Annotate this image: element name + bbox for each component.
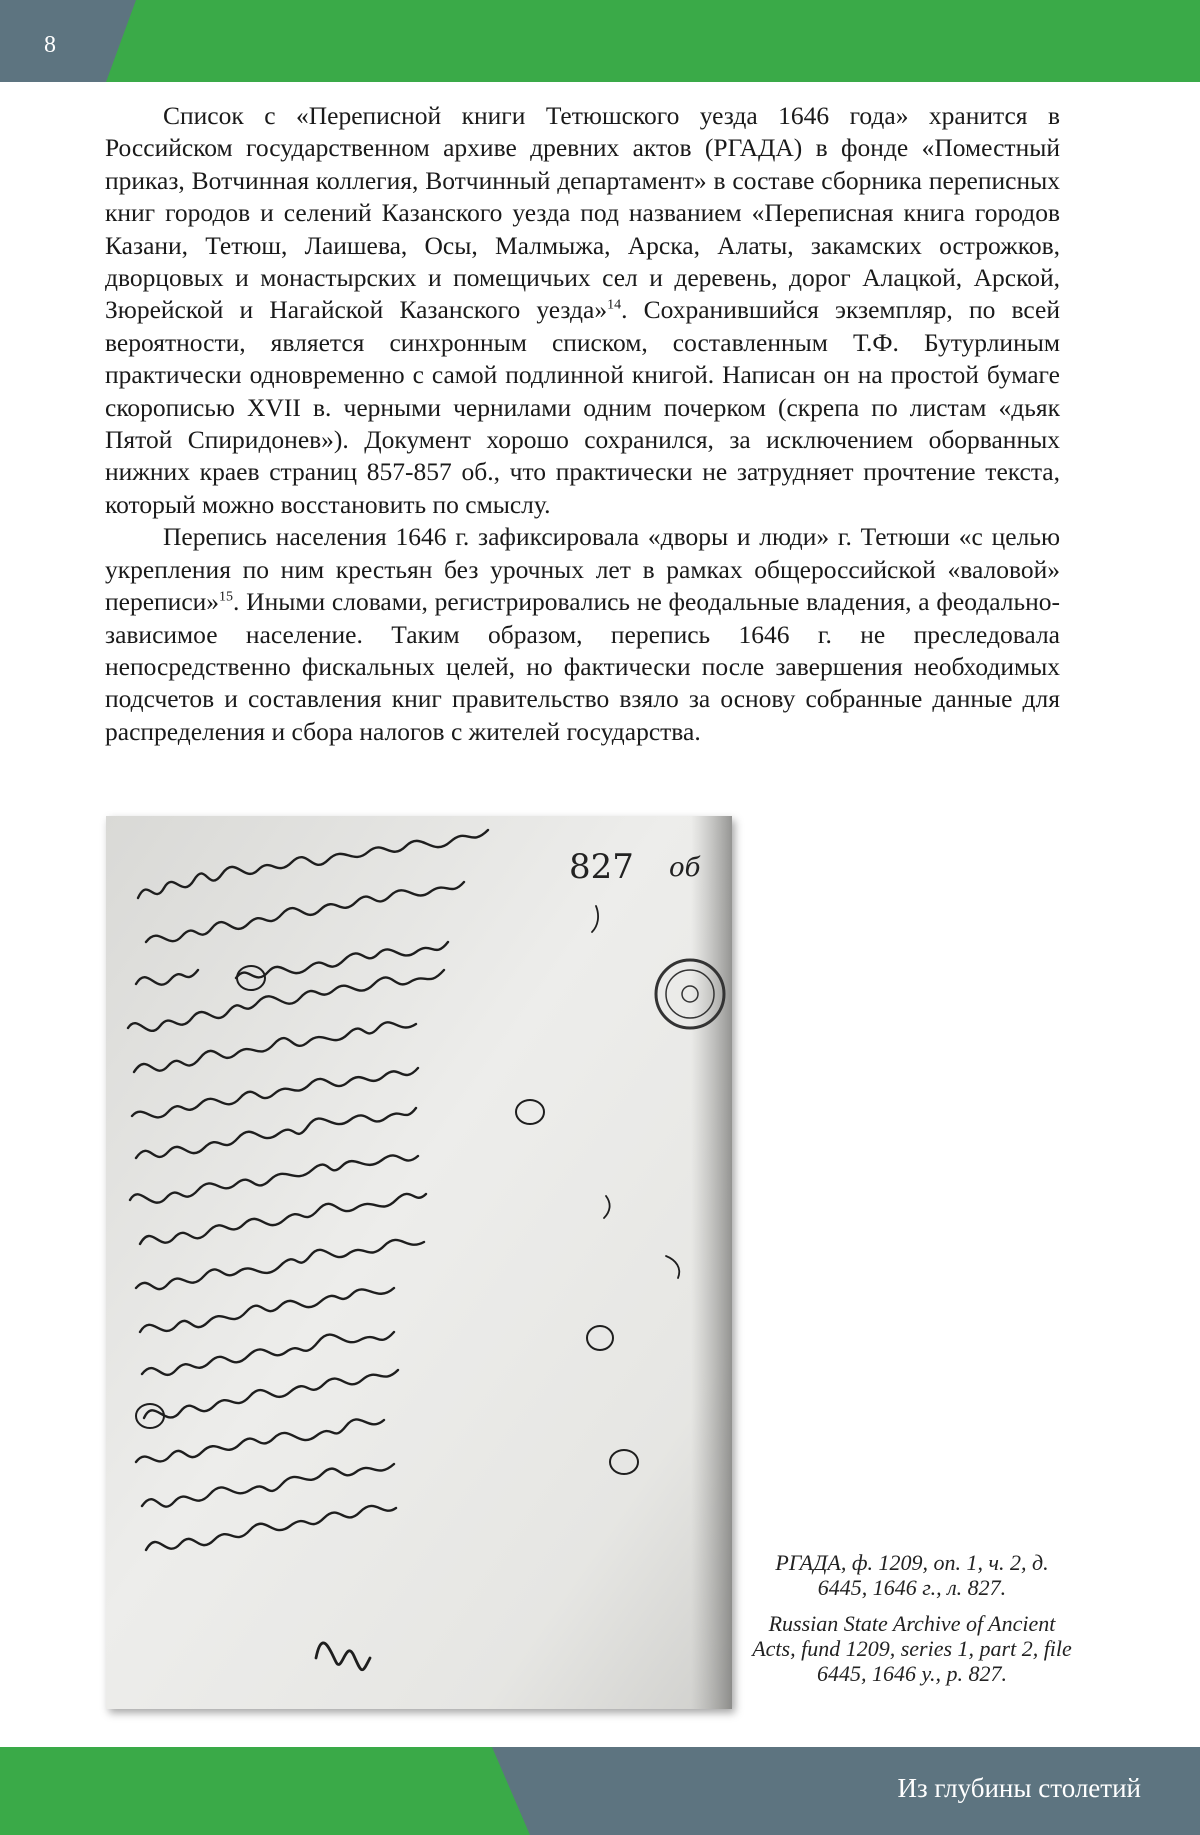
paragraph-2 bbox=[105, 521, 1060, 748]
footnote-ref-15[interactable]: 15 bbox=[219, 589, 234, 605]
folio-number: 827 bbox=[569, 847, 634, 887]
caption-english: Russian State Archive of Ancient Acts, fund 1209, series 1, part 2, file 6445, 1646 y., p. 827. bbox=[752, 1611, 1072, 1686]
paragraph-2-part-a: Перепись населения 1646 г. зафиксировала «дворы и люди» г. Тетюши «с целью укрепления по ним крестьян без урочных лет в рамках общероссийской «валовой» переписи» bbox=[105, 522, 1060, 617]
figure-caption bbox=[752, 1550, 1072, 1697]
page-number: 8 bbox=[44, 32, 56, 58]
footnote-ref-14[interactable]: 14 bbox=[607, 297, 622, 313]
manuscript-right-edge bbox=[691, 816, 732, 1709]
folio-suffix: об bbox=[669, 853, 701, 883]
manuscript-image bbox=[106, 816, 732, 1709]
paragraph-1-part-a: Список с «Переписной книги Тетюшского уезда 1646 года» хранится в Российском государственном архиве древних актов (РГАДА) в фонде «Поместный приказ, Вотчинная коллегия, Вотчинный департамент» в составе сборника переписных книг городов и селений Казанского уезда под названием «Переписная книга городов Казани, Тетюш, Лаишева, Осы, Малмыжа, Арска, Алаты, закамских острожков, дворцовых и монастырских и помещичьих сел и деревень, дорог Алацкой, Арской, Зюрейской и Нагайской Казанского уезда» bbox=[105, 101, 1060, 325]
header-green-band bbox=[0, 0, 1200, 82]
series-title: Из глубины столетий bbox=[897, 1773, 1141, 1803]
paragraph-2-part-b: . Иными словами, регистрировались не феодальные владения, а феодально-зависимое население. Таким образом, перепись 1646 г. не преследовала непосредственно фискальных целей, но фактически после завершения необходимых подсчетов и составления книг правительство взяло за основу собранные данные для распределения и сбора налогов с жителей государства. bbox=[105, 587, 1060, 746]
main-text bbox=[105, 100, 1060, 748]
paragraph-1-part-b: . Сохранившийся экземпляр, по всей вероятности, является синхронным списком, составленным Т.Ф. Бутурлиным практически одновременно с самой подлинной книгой. Написан он на простой бумаге скорописью XVII в. черными чернилами одним почерком (скрепа по листам «дьяк Пятой Спиридонев»). Документ хорошо сохранился, за исключением оборванных нижних краев страниц 857-857 об., что практически не затрудняет прочтение текста, который можно восстановить по смыслу. bbox=[105, 295, 1060, 519]
footer-green-tab bbox=[0, 1747, 530, 1835]
header-band bbox=[0, 0, 1200, 82]
caption-russian: РГАДА, ф. 1209, оп. 1, ч. 2, д. 6445, 1646 г., л. 827. bbox=[775, 1550, 1049, 1600]
paragraph-1 bbox=[105, 100, 1060, 521]
